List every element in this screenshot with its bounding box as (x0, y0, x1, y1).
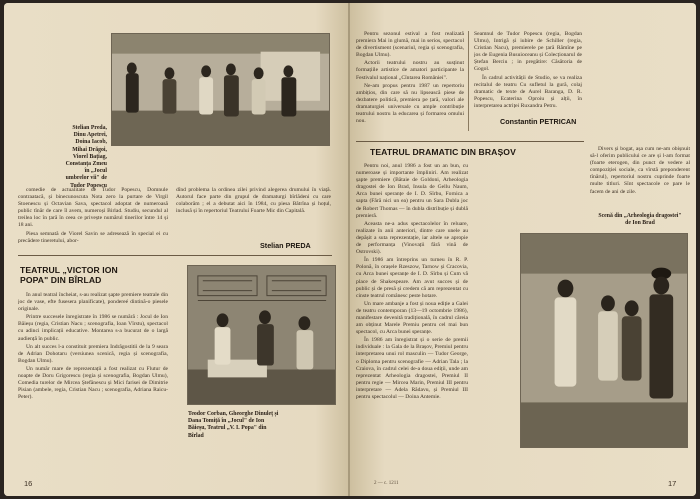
caption-line: Teodor Corban, Gheorghe Dinuleț și (188, 411, 279, 417)
paragraph: Printre succesele înregistrate în 1986 se numără : Jocul de Ion Băieșu (regia, Cristian Nacu ; scenografia, Ioan Vîrstu), spectacol cu adinci implicații educative. Montarea s-a bucurat de o largă audiență în public. (18, 314, 168, 342)
paragraph: În anul teatral încheiat, s-au realizat șapte premiere teatrale din joc de vase, efte fusesera planificate), pondereé dintină-o piesele originale. (18, 292, 168, 313)
paragraph: Seamnul de Tudor Popescu (regia, Bogdan Ulmu), Intrigă și iubire de Schiller (regia, Cristian Nacu), premierele pe țară Rămîne pe jos de Eugenia Busuioceanu și Colecționarul de Ștefan Berciu ; in pregătire: Căsătoria de Gogol. (474, 31, 582, 73)
heading-line: TEATRUL „VICTOR ION (20, 265, 118, 275)
section-divider-right (356, 141, 584, 142)
paragraph: Pentru sezonul estival a fost realizată premiera Mai in glumă, mai in serios, spectacol de divertisment (scenariul, regia și scenografia, Bogdan Ulmu). (356, 31, 464, 59)
page-number-left: 16 (24, 479, 33, 488)
right-column-1-bottom (356, 163, 468, 473)
paragraph: În 1986 am înregistrat și o serie de premii individuale : la Gala de la Brașov, Premiul pentru interpretarea unui rol masculin — Tudor George, o Diploma pentru scenografie — Adrian Tala ; la Craiova, în cadrul celei de-a doua ediții, unde am reprezentat Arheologia dragostei, Premiul II pentru regie — Mircea Marin, Premiul III pentru interpretare — Adela Rădavu, și Premiul III pentru spectacolul — Doina Antemie. (356, 337, 468, 400)
caption-line: în „Jocul (84, 168, 107, 175)
right-column-1-top (356, 31, 464, 135)
section-heading-brasov: TEATRUL DRAMATIC DIN BRAȘOV (370, 147, 516, 157)
caption-line: Bîrlad (188, 432, 204, 439)
paragraph: Pentru noi, anul 1986 a fost un an bun, cu numeroase și importante împliniri. Am realizat șapte premiere (Bătaie de Goldoni, Arheologia dragostei de Ion Brad, Insula de Gellu Naum, Arca bunei speranțe de I. D. Sîrbu, Fornica a sapta (Fără nici un ea) pentru un Sara Dubla joc de Robert Thomas — în dubla distribuție și dublă premieră. (356, 163, 468, 219)
left-column-2-top (176, 187, 331, 233)
paragraph: Un alt succes l-a constituit premiera Indrăgostitii de la 9 seara de Adrian Dohotaru (versiunea scenică, regia și scenografia, Bogdan Ulmu). (18, 343, 168, 364)
caption-line: Viorel Bațiag, (72, 153, 107, 160)
caption-line: umbrelor vii" de (65, 175, 107, 182)
paragraph: În 1986 am întreprins un turneu în R. P. Polonă, în orașele Rzeszow, Tarnow și Cracovia, cu Arca bunei speranțe de I. D. Sîrbu și Cum vă place de Shakespeare. Am avut succes și de public și de presă și credem că am reprezentat cu cinste teatrul românesc peste hotare. (356, 257, 468, 299)
caption-line: Băieșu, Teatrul „V. I. Popa" din (188, 425, 267, 432)
right-column-2-top (474, 31, 582, 113)
right-page (350, 3, 696, 496)
photo2-caption (188, 411, 338, 440)
caption-line: Mihai Drăgoi, (72, 146, 107, 153)
caption-line: Stelian Preda, (72, 125, 107, 131)
caption-line: Dana Tomiță în „Jocul" de Ion (188, 418, 265, 425)
column-divider (468, 31, 469, 131)
paragraph: Actorii teatrului nostru au susținut formațiile artistice de amatori participante la Festivalul național „Cîntarea României". (356, 60, 464, 81)
caption-line: de Ion Brad (625, 220, 655, 227)
paragraph: Un număr mare de reprezentații a fost realizat cu Flutur de noapte de Doru Grigorescu (regia și scenografia, Bogdan Ulmu), Comedia turelor de Mircea Ștefănescu și Mici farisei de Dimitrie Pisian (ambele, regia, Cristian Nacu ; scenografia, Adriana Raicu-Peter). (18, 365, 168, 401)
section-divider (18, 255, 332, 256)
caption-line: Scenă din „Arheologia dragostei" (598, 213, 682, 219)
paragraph: Aceasta ne-a adus spectacolelor în reluare, realizate în anii anteriori, dintre care unele au depășit a suta reprezentație, iar altele se apropie de performanța (Vinovații fără vină de Ostrovski). (356, 220, 468, 256)
caption-line: Doina Iacob, (75, 139, 107, 146)
right-column-3-top (590, 146, 690, 206)
paragraph: Piesa semnată de Viorel Savin se adresează în special ei cu precădere tineretului, abor- (18, 230, 168, 244)
section-heading-birlad (20, 265, 170, 285)
paragraph: Divers și bogat, așa cum ne-am obișnuit să-l oferim publicului ce are și l-am format (foarte eterogen, din punct de vedere al compoziției sociale, ca vîrstă preponderent tînărul), repertoriul nostru cuprinde foarte multe titluri. Sînt spectacole ce pare le facem de ani de zile. (590, 146, 690, 195)
heading-line: POPA" DIN BÎRLAD (20, 275, 102, 285)
paragraph: Ne-am propus pentru 1987 un repertoriu ambițios, din care să nu lipsească piese de dezbatere politică, premiera pe țară, valori ale dramaturgiei universale cu ample contribuție teatrului nostru la educarea și formarea omului nou. (356, 82, 464, 125)
paragraph: Un mare ambanje a fost și noua ediție a Galei de teatru contemporan (13—19 octombrie 1986), manifestare devenită tradițională, în cadrul căreia am obținut Marele Premiu pentru cel mai bun spectacol, cu Arca bunei speranțe. (356, 300, 468, 336)
paragraph: comedie de actualitate de Tudor Popescu, Domnule contraatacă, și binecunoscuta Nota zero la purtare de Virgil Stoenescu și Octavian Sava, spectacol adoptat de numeroasă public tînăr de care îl avem, numeroși Birlad. Studiu, secundul al treilea loc în țară în ceea ce privește numărul tinerilor între 14 și 18 ani. (18, 187, 168, 229)
left-column-1-bottom (18, 292, 168, 457)
magazine-spread (4, 3, 696, 496)
page-number-right: 17 (668, 479, 677, 488)
caption-line: Constanța Zmeu (65, 161, 107, 168)
photo3-caption (590, 213, 690, 227)
photo-arheologia-dragostei (520, 233, 688, 448)
photo-jocul-umbrelor-vii (111, 33, 330, 146)
photo-jocul-birlad (187, 265, 336, 405)
left-column-1-top (18, 187, 168, 249)
caption-line: Dinu Apetrei, (73, 132, 107, 139)
signature-stelian-preda: Stelian PREDA (260, 241, 311, 250)
left-page (4, 3, 350, 496)
photo1-caption (22, 125, 107, 190)
paragraph: În cadrul activității de Studio, se va realiza recitalul de teatru Cu sufletul la gură, colaj dramatic de texte de Aurel Baranga, D. R. Popescu, Ecaterina Oproiu și alții, în interpretarea actriței Ruxandra Petru. (474, 74, 582, 109)
caption-line: Tudor Popescu (70, 182, 107, 189)
paragraph: dînd problema la ordinea zilei privind alegerea drumului în viață. Autorul face parte din grupul de dramaturgi bîrlădeni cu care colaborăm ; el a debutat aici în 1984, cu piesa Bătrîna și hoțul, inclusă și în repertoriul Teatrului Foarte Mic din Capitală. (176, 187, 331, 215)
footer-code: 2 — c. 1211 (374, 481, 399, 486)
signature-constantin-petrican: Constantin PETRICAN (500, 117, 577, 126)
